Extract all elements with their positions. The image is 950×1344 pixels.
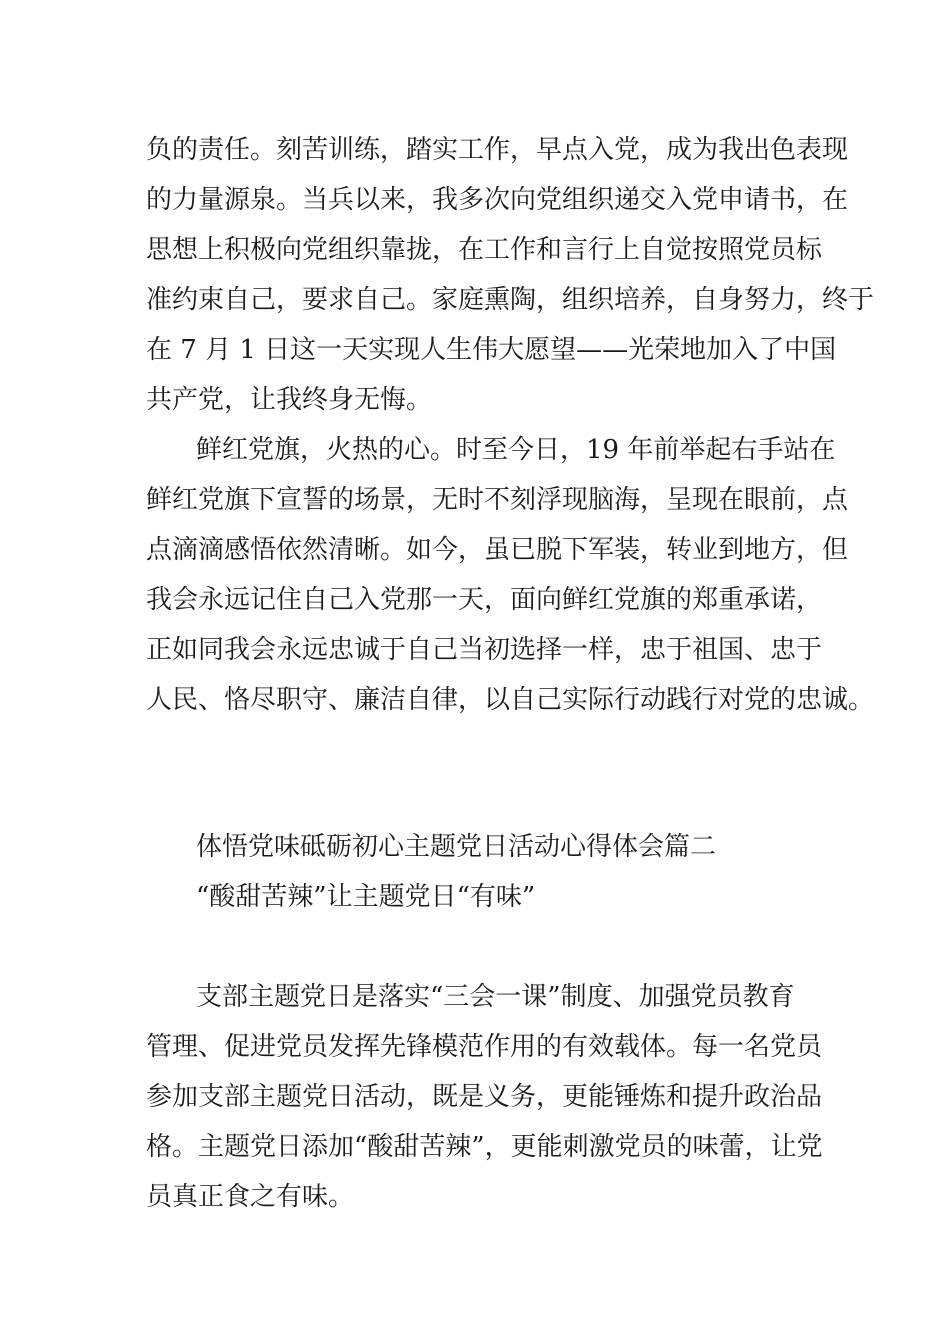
paragraph-2-line-5: 正如同我会永远忠诚于自己当初选择一样，忠于祖国、忠于 bbox=[146, 635, 823, 665]
paragraph-3-line-4: 格。主题党日添加“酸甜苦辣”，更能刺激党员的味蕾，让党 bbox=[146, 1132, 823, 1162]
paragraph-1-line-5: 在 7 月 1 日这一天实现人生伟大愿望——光荣地加入了中国 bbox=[146, 335, 837, 365]
paragraph-2-line-2: 鲜红党旗下宣誓的场景，无时不刻浮现脑海，呈现在眼前，点 bbox=[146, 485, 849, 515]
paragraph-3-line-3: 参加支部主题党日活动，既是义务，更能锤炼和提升政治品 bbox=[146, 1082, 823, 1112]
paragraph-1-line-3: 思想上积极向党组织靠拢，在工作和言行上自觉按照党员标 bbox=[146, 235, 823, 265]
paragraph-3-line-1: 支部主题党日是落实“三会一课”制度、加强党员教育 bbox=[196, 982, 795, 1012]
paragraph-2-line-3: 点滴滴感悟依然清晰。如今，虽已脱下军装，转业到地方，但 bbox=[146, 535, 849, 565]
paragraph-1-line-6: 共产党，让我终身无悔。 bbox=[146, 385, 433, 415]
paragraph-3-line-5: 员真正食之有味。 bbox=[146, 1182, 355, 1212]
paragraph-2-line-4: 我会永远记住自己入党那一天，面向鲜红党旗的郑重承诺， bbox=[146, 585, 823, 615]
paragraph-1-line-1: 负的责任。刻苦训练，踏实工作，早点入党，成为我出色表现 bbox=[146, 135, 849, 165]
paragraph-1-line-2: 的力量源泉。当兵以来，我多次向党组织递交入党申请书，在 bbox=[146, 185, 849, 215]
paragraph-2-line-1: 鲜红党旗，火热的心。时至今日，19 年前举起右手站在 bbox=[196, 435, 836, 465]
section-subtitle: “酸甜苦辣”让主题党日“有味” bbox=[196, 882, 536, 912]
section-title: 体悟党味砥砺初心主题党日活动心得体会篇二 bbox=[196, 832, 717, 862]
paragraph-2-line-6: 人民、恪尽职守、廉洁自律，以自己实际行动践行对党的忠诚。 bbox=[146, 685, 875, 715]
paragraph-3-line-2: 管理、促进党员发挥先锋模范作用的有效载体。每一名党员 bbox=[146, 1032, 823, 1062]
paragraph-1-line-4: 准约束自己，要求自己。家庭熏陶，组织培养，自身努力，终于 bbox=[146, 285, 875, 315]
